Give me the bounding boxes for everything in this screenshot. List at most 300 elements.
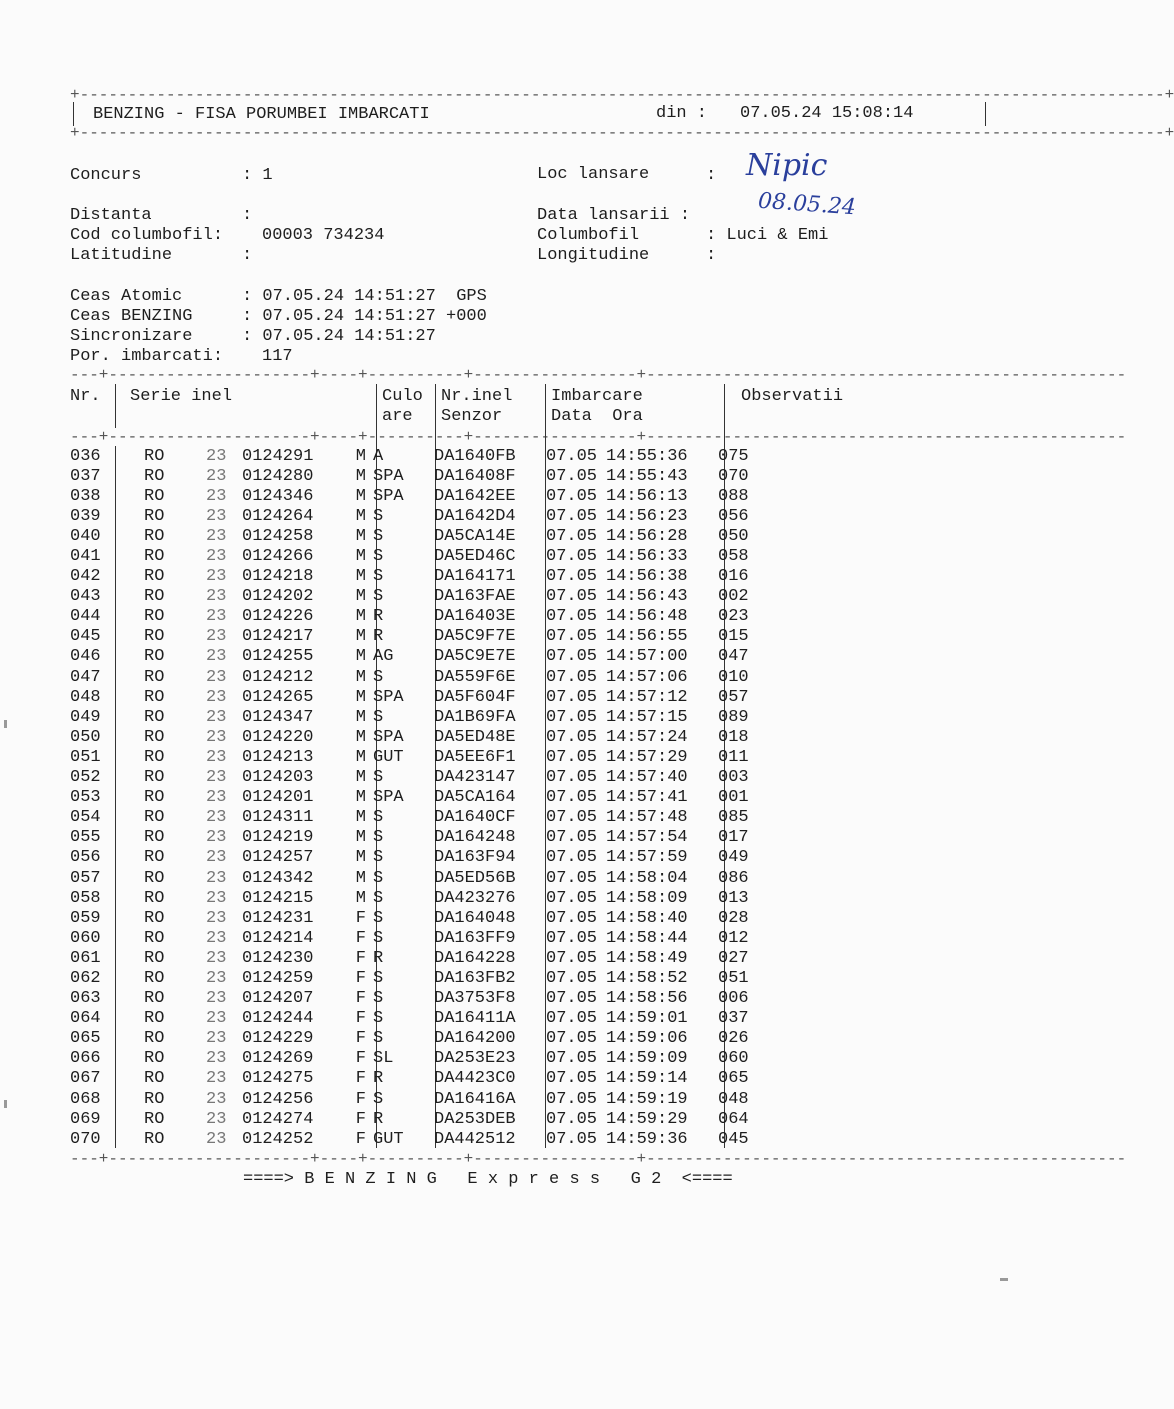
row-time: 14:57:06 xyxy=(606,667,688,687)
table-row xyxy=(70,768,749,788)
row-time: 14:57:00 xyxy=(606,647,688,667)
row-ring-number: 0124203 xyxy=(242,768,314,788)
row-year: 23 xyxy=(206,1069,227,1089)
row-year: 23 xyxy=(206,768,227,788)
row-sex: M xyxy=(355,587,366,607)
row-country: RO xyxy=(144,1029,165,1049)
row-sensor: DA559F6E xyxy=(434,667,516,687)
row-nr: 036 xyxy=(70,446,101,466)
row-ring-number: 0124256 xyxy=(242,1089,314,1109)
header-bottom-rule: +-----------------------------------------------------------------------------------------------------------------+ xyxy=(70,124,1174,142)
row-date: 07.05 xyxy=(546,768,598,788)
row-ring-number: 0124220 xyxy=(242,727,314,747)
row-sex: M xyxy=(355,788,366,808)
row-date: 07.05 xyxy=(546,1129,598,1149)
row-country: RO xyxy=(144,466,165,486)
concurs-label: Concurs xyxy=(70,166,142,185)
row-ring-number: 0124213 xyxy=(242,747,314,767)
row-country: RO xyxy=(144,1129,165,1149)
row-color: S xyxy=(373,908,384,928)
row-year: 23 xyxy=(206,1129,227,1149)
row-time: 14:57:15 xyxy=(606,707,688,727)
row-nr: 048 xyxy=(70,687,101,707)
row-ring-number: 0124259 xyxy=(242,968,314,988)
row-date: 07.05 xyxy=(546,486,598,506)
longitudine-value: : xyxy=(706,246,717,265)
row-observation: 060 xyxy=(718,1049,749,1069)
table-row xyxy=(70,546,749,566)
row-color: SPA xyxy=(373,486,404,506)
row-year: 23 xyxy=(206,687,227,707)
row-observation: 064 xyxy=(718,1109,749,1129)
row-sex: M xyxy=(355,727,366,747)
row-date: 07.05 xyxy=(546,908,598,928)
row-year: 23 xyxy=(206,747,227,767)
row-nr: 064 xyxy=(70,1009,101,1029)
row-date: 07.05 xyxy=(546,1009,598,1029)
row-year: 23 xyxy=(206,788,227,808)
row-nr: 049 xyxy=(70,707,101,727)
row-time: 14:57:12 xyxy=(606,687,688,707)
pigeon-table-body xyxy=(70,446,749,1149)
row-sensor: DA442512 xyxy=(434,1129,516,1149)
row-nr: 067 xyxy=(70,1069,101,1089)
data-lansarii-handwriting: 08.05.24 xyxy=(757,188,857,221)
row-nr: 038 xyxy=(70,486,101,506)
row-year: 23 xyxy=(206,446,227,466)
row-sex: M xyxy=(355,647,366,667)
sincronizare-label: Sincronizare xyxy=(70,327,193,346)
table-row xyxy=(70,466,749,486)
table-row xyxy=(70,687,749,707)
row-nr: 044 xyxy=(70,607,101,627)
row-year: 23 xyxy=(206,627,227,647)
row-time: 14:59:06 xyxy=(606,1029,688,1049)
row-country: RO xyxy=(144,948,165,968)
row-color: S xyxy=(373,1009,384,1029)
row-date: 07.05 xyxy=(546,627,598,647)
row-ring-number: 0124231 xyxy=(242,908,314,928)
scan-edge-mark xyxy=(4,720,7,728)
row-nr: 068 xyxy=(70,1089,101,1109)
row-time: 14:57:54 xyxy=(606,828,688,848)
row-color: S xyxy=(373,928,384,948)
row-country: RO xyxy=(144,768,165,788)
row-date: 07.05 xyxy=(546,888,598,908)
row-sex: F xyxy=(355,1089,366,1109)
row-sensor: DA163FB2 xyxy=(434,968,516,988)
row-country: RO xyxy=(144,446,165,466)
row-nr: 070 xyxy=(70,1129,101,1149)
row-date: 07.05 xyxy=(546,928,598,948)
distanta-value: : xyxy=(242,206,253,225)
row-time: 14:58:52 xyxy=(606,968,688,988)
row-country: RO xyxy=(144,928,165,948)
row-sex: M xyxy=(355,547,366,567)
row-sensor: DA1642D4 xyxy=(434,506,516,526)
row-nr: 050 xyxy=(70,727,101,747)
row-year: 23 xyxy=(206,727,227,747)
row-ring-number: 0124342 xyxy=(242,868,314,888)
row-sensor: DA5C9F7E xyxy=(434,627,516,647)
table-row xyxy=(70,607,749,627)
row-observation: 049 xyxy=(718,848,749,868)
row-sex: F xyxy=(355,1029,366,1049)
ceas-atomic-label: Ceas Atomic xyxy=(70,287,183,306)
row-color: S xyxy=(373,1089,384,1109)
row-ring-number: 0124226 xyxy=(242,607,314,627)
row-time: 14:56:48 xyxy=(606,607,688,627)
row-ring-number: 0124346 xyxy=(242,486,314,506)
row-date: 07.05 xyxy=(546,727,598,747)
row-sex: M xyxy=(355,506,366,526)
longitudine-label: Longitudine xyxy=(537,246,650,265)
row-year: 23 xyxy=(206,1009,227,1029)
row-color: SL xyxy=(373,1049,394,1069)
row-color: R xyxy=(373,627,384,647)
row-country: RO xyxy=(144,486,165,506)
row-date: 07.05 xyxy=(546,848,598,868)
row-sex: M xyxy=(355,848,366,868)
row-observation: 006 xyxy=(718,989,749,1009)
row-observation: 023 xyxy=(718,607,749,627)
row-year: 23 xyxy=(206,547,227,567)
row-ring-number: 0124201 xyxy=(242,788,314,808)
table-row xyxy=(70,587,749,607)
row-time: 14:57:29 xyxy=(606,747,688,767)
row-observation: 010 xyxy=(718,667,749,687)
row-date: 07.05 xyxy=(546,788,598,808)
loc-lansare-handwriting: Nipic xyxy=(746,148,828,183)
col-header-serie: Serie inel xyxy=(130,387,233,406)
table-row xyxy=(70,968,749,988)
row-ring-number: 0124230 xyxy=(242,948,314,968)
row-observation: 057 xyxy=(718,687,749,707)
row-country: RO xyxy=(144,1009,165,1029)
row-sensor: DA253DEB xyxy=(434,1109,516,1129)
col-header-data-ora: Data Ora xyxy=(551,407,643,426)
row-date: 07.05 xyxy=(546,948,598,968)
table-row xyxy=(70,1069,749,1089)
row-color: S xyxy=(373,848,384,868)
row-time: 14:57:59 xyxy=(606,848,688,868)
columbofil-label: Columbofil xyxy=(537,226,640,245)
row-year: 23 xyxy=(206,567,227,587)
row-nr: 047 xyxy=(70,667,101,687)
table-row xyxy=(70,928,749,948)
row-ring-number: 0124244 xyxy=(242,1009,314,1029)
row-date: 07.05 xyxy=(546,989,598,1009)
row-nr: 056 xyxy=(70,848,101,868)
row-sensor: DA5ED56B xyxy=(434,868,516,888)
row-time: 14:58:04 xyxy=(606,868,688,888)
row-date: 07.05 xyxy=(546,1049,598,1069)
header-top-rule: +-----------------------------------------------------------------------------------------------------------------+ xyxy=(70,86,1174,104)
row-date: 07.05 xyxy=(546,1109,598,1129)
table-row xyxy=(70,989,749,1009)
row-sensor: DA423147 xyxy=(434,768,516,788)
row-nr: 065 xyxy=(70,1029,101,1049)
row-date: 07.05 xyxy=(546,587,598,607)
row-nr: 037 xyxy=(70,466,101,486)
col-sep-1 xyxy=(115,384,116,428)
row-nr: 040 xyxy=(70,526,101,546)
row-observation: 048 xyxy=(718,1089,749,1109)
row-country: RO xyxy=(144,607,165,627)
row-ring-number: 0124264 xyxy=(242,506,314,526)
table-bottom-rule: ---+---------------------+----+----------+-----------------+-------------------------------------------------- xyxy=(70,1150,1127,1168)
row-country: RO xyxy=(144,968,165,988)
row-color: S xyxy=(373,868,384,888)
row-sensor: DA163FF9 xyxy=(434,928,516,948)
row-color: S xyxy=(373,667,384,687)
row-sex: M xyxy=(355,526,366,546)
row-year: 23 xyxy=(206,968,227,988)
table-row xyxy=(70,747,749,767)
row-observation: 037 xyxy=(718,1009,749,1029)
row-time: 14:55:43 xyxy=(606,466,688,486)
row-time: 14:56:33 xyxy=(606,547,688,567)
scan-edge-mark xyxy=(1000,1278,1008,1281)
col-header-nrinel: Nr.inel xyxy=(441,387,513,406)
row-sensor: DA1640FB xyxy=(434,446,516,466)
row-year: 23 xyxy=(206,908,227,928)
table-row xyxy=(70,788,749,808)
row-country: RO xyxy=(144,1089,165,1109)
row-year: 23 xyxy=(206,526,227,546)
row-country: RO xyxy=(144,506,165,526)
row-year: 23 xyxy=(206,948,227,968)
row-country: RO xyxy=(144,1069,165,1089)
row-observation: 026 xyxy=(718,1029,749,1049)
row-date: 07.05 xyxy=(546,687,598,707)
report-title: BENZING - FISA PORUMBEI IMBARCATI xyxy=(93,105,430,124)
row-country: RO xyxy=(144,888,165,908)
row-ring-number: 0124202 xyxy=(242,587,314,607)
row-year: 23 xyxy=(206,466,227,486)
row-sensor: DA5ED46C xyxy=(434,547,516,567)
row-sensor: DA423276 xyxy=(434,888,516,908)
row-nr: 039 xyxy=(70,506,101,526)
row-date: 07.05 xyxy=(546,1089,598,1109)
col-header-observatii: Observatii xyxy=(741,387,844,406)
row-country: RO xyxy=(144,547,165,567)
row-sex: M xyxy=(355,446,366,466)
row-country: RO xyxy=(144,1109,165,1129)
row-sensor: DA1B69FA xyxy=(434,707,516,727)
row-year: 23 xyxy=(206,647,227,667)
col-header-are: are xyxy=(382,407,413,426)
row-sex: M xyxy=(355,747,366,767)
row-time: 14:59:19 xyxy=(606,1089,688,1109)
row-color: S xyxy=(373,526,384,546)
row-color: S xyxy=(373,547,384,567)
row-color: SPA xyxy=(373,687,404,707)
row-country: RO xyxy=(144,747,165,767)
row-nr: 046 xyxy=(70,647,101,667)
row-sex: M xyxy=(355,486,366,506)
ceas-benzing-value: : 07.05.24 14:51:27 +000 xyxy=(242,307,487,326)
row-time: 14:56:43 xyxy=(606,587,688,607)
row-time: 14:56:13 xyxy=(606,486,688,506)
row-nr: 054 xyxy=(70,808,101,828)
col-header-imbarcare: Imbarcare xyxy=(551,387,643,406)
row-date: 07.05 xyxy=(546,607,598,627)
row-color: GUT xyxy=(373,1129,404,1149)
row-country: RO xyxy=(144,687,165,707)
row-country: RO xyxy=(144,647,165,667)
row-date: 07.05 xyxy=(546,547,598,567)
row-color: S xyxy=(373,768,384,788)
row-time: 14:56:55 xyxy=(606,627,688,647)
row-time: 14:57:48 xyxy=(606,808,688,828)
row-time: 14:58:40 xyxy=(606,908,688,928)
distanta-label: Distanta xyxy=(70,206,152,225)
table-row xyxy=(70,1089,749,1109)
row-observation: 028 xyxy=(718,908,749,928)
row-color: S xyxy=(373,828,384,848)
row-color: S xyxy=(373,888,384,908)
row-nr: 063 xyxy=(70,989,101,1009)
row-date: 07.05 xyxy=(546,1069,598,1089)
row-observation: 075 xyxy=(718,446,749,466)
row-year: 23 xyxy=(206,888,227,908)
row-sex: F xyxy=(355,1109,366,1129)
table-row xyxy=(70,888,749,908)
table-row xyxy=(70,1129,749,1149)
row-date: 07.05 xyxy=(546,808,598,828)
row-year: 23 xyxy=(206,808,227,828)
row-observation: 013 xyxy=(718,888,749,908)
row-nr: 069 xyxy=(70,1109,101,1129)
row-sex: F xyxy=(355,908,366,928)
row-color: S xyxy=(373,989,384,1009)
row-nr: 041 xyxy=(70,547,101,567)
row-sex: M xyxy=(355,607,366,627)
row-color: S xyxy=(373,506,384,526)
data-lansarii-label: Data lansarii : xyxy=(537,206,691,225)
row-time: 14:58:49 xyxy=(606,948,688,968)
row-year: 23 xyxy=(206,1089,227,1109)
table-row xyxy=(70,948,749,968)
row-time: 14:57:41 xyxy=(606,788,688,808)
row-sex: F xyxy=(355,928,366,948)
row-nr: 055 xyxy=(70,828,101,848)
loc-lansare-sep: : xyxy=(706,166,717,185)
row-time: 14:58:56 xyxy=(606,989,688,1009)
row-time: 14:57:40 xyxy=(606,768,688,788)
row-date: 07.05 xyxy=(546,868,598,888)
row-sex: M xyxy=(355,687,366,707)
row-date: 07.05 xyxy=(546,1029,598,1049)
row-ring-number: 0124280 xyxy=(242,466,314,486)
table-row xyxy=(70,908,749,928)
row-time: 14:58:44 xyxy=(606,928,688,948)
row-nr: 057 xyxy=(70,868,101,888)
row-nr: 052 xyxy=(70,768,101,788)
row-country: RO xyxy=(144,587,165,607)
row-time: 14:59:29 xyxy=(606,1109,688,1129)
table-row xyxy=(70,627,749,647)
row-nr: 043 xyxy=(70,587,101,607)
row-sex: F xyxy=(355,1129,366,1149)
row-observation: 056 xyxy=(718,506,749,526)
row-time: 14:56:23 xyxy=(606,506,688,526)
row-observation: 012 xyxy=(718,928,749,948)
col-header-senzor: Senzor xyxy=(441,407,503,426)
table-row xyxy=(70,486,749,506)
table-row xyxy=(70,506,749,526)
row-ring-number: 0124215 xyxy=(242,888,314,908)
row-observation: 086 xyxy=(718,868,749,888)
row-date: 07.05 xyxy=(546,466,598,486)
row-ring-number: 0124207 xyxy=(242,989,314,1009)
row-sex: M xyxy=(355,466,366,486)
row-sex: M xyxy=(355,627,366,647)
header-left-border xyxy=(73,102,74,126)
row-sex: M xyxy=(355,667,366,687)
col-header-culo: Culo xyxy=(382,387,423,406)
row-color: R xyxy=(373,1109,384,1129)
row-time: 14:58:09 xyxy=(606,888,688,908)
header-right-border xyxy=(985,102,986,126)
row-sex: M xyxy=(355,808,366,828)
row-sensor: DA3753F8 xyxy=(434,989,516,1009)
row-nr: 051 xyxy=(70,747,101,767)
row-date: 07.05 xyxy=(546,828,598,848)
row-sensor: DA1640CF xyxy=(434,808,516,828)
row-time: 14:56:38 xyxy=(606,567,688,587)
row-time: 14:59:14 xyxy=(606,1069,688,1089)
row-year: 23 xyxy=(206,707,227,727)
table-row xyxy=(70,526,749,546)
row-sensor: DA253E23 xyxy=(434,1049,516,1069)
row-nr: 042 xyxy=(70,567,101,587)
row-observation: 015 xyxy=(718,627,749,647)
row-nr: 060 xyxy=(70,928,101,948)
row-sensor: DA164248 xyxy=(434,828,516,848)
row-year: 23 xyxy=(206,848,227,868)
row-date: 07.05 xyxy=(546,446,598,466)
table-header-rule: ---+---------------------+----+----------+-----------------+-------------------------------------------------- xyxy=(70,428,1127,446)
row-year: 23 xyxy=(206,828,227,848)
row-country: RO xyxy=(144,1049,165,1069)
row-country: RO xyxy=(144,808,165,828)
row-year: 23 xyxy=(206,486,227,506)
table-row xyxy=(70,828,749,848)
row-date: 07.05 xyxy=(546,747,598,767)
row-color: R xyxy=(373,1069,384,1089)
row-ring-number: 0124252 xyxy=(242,1129,314,1149)
row-country: RO xyxy=(144,667,165,687)
row-ring-number: 0124274 xyxy=(242,1109,314,1129)
row-year: 23 xyxy=(206,1029,227,1049)
row-sex: M xyxy=(355,707,366,727)
cod-columbofil-value: 00003 734234 xyxy=(262,226,385,245)
row-observation: 051 xyxy=(718,968,749,988)
row-color: S xyxy=(373,567,384,587)
row-year: 23 xyxy=(206,667,227,687)
row-nr: 045 xyxy=(70,627,101,647)
table-row xyxy=(70,1009,749,1029)
row-sensor: DA164048 xyxy=(434,908,516,928)
por-imbarcati-value: 117 xyxy=(262,347,293,366)
sincronizare-value: : 07.05.24 14:51:27 xyxy=(242,327,436,346)
row-nr: 062 xyxy=(70,968,101,988)
row-ring-number: 0124219 xyxy=(242,828,314,848)
row-sex: M xyxy=(355,868,366,888)
row-observation: 070 xyxy=(718,466,749,486)
